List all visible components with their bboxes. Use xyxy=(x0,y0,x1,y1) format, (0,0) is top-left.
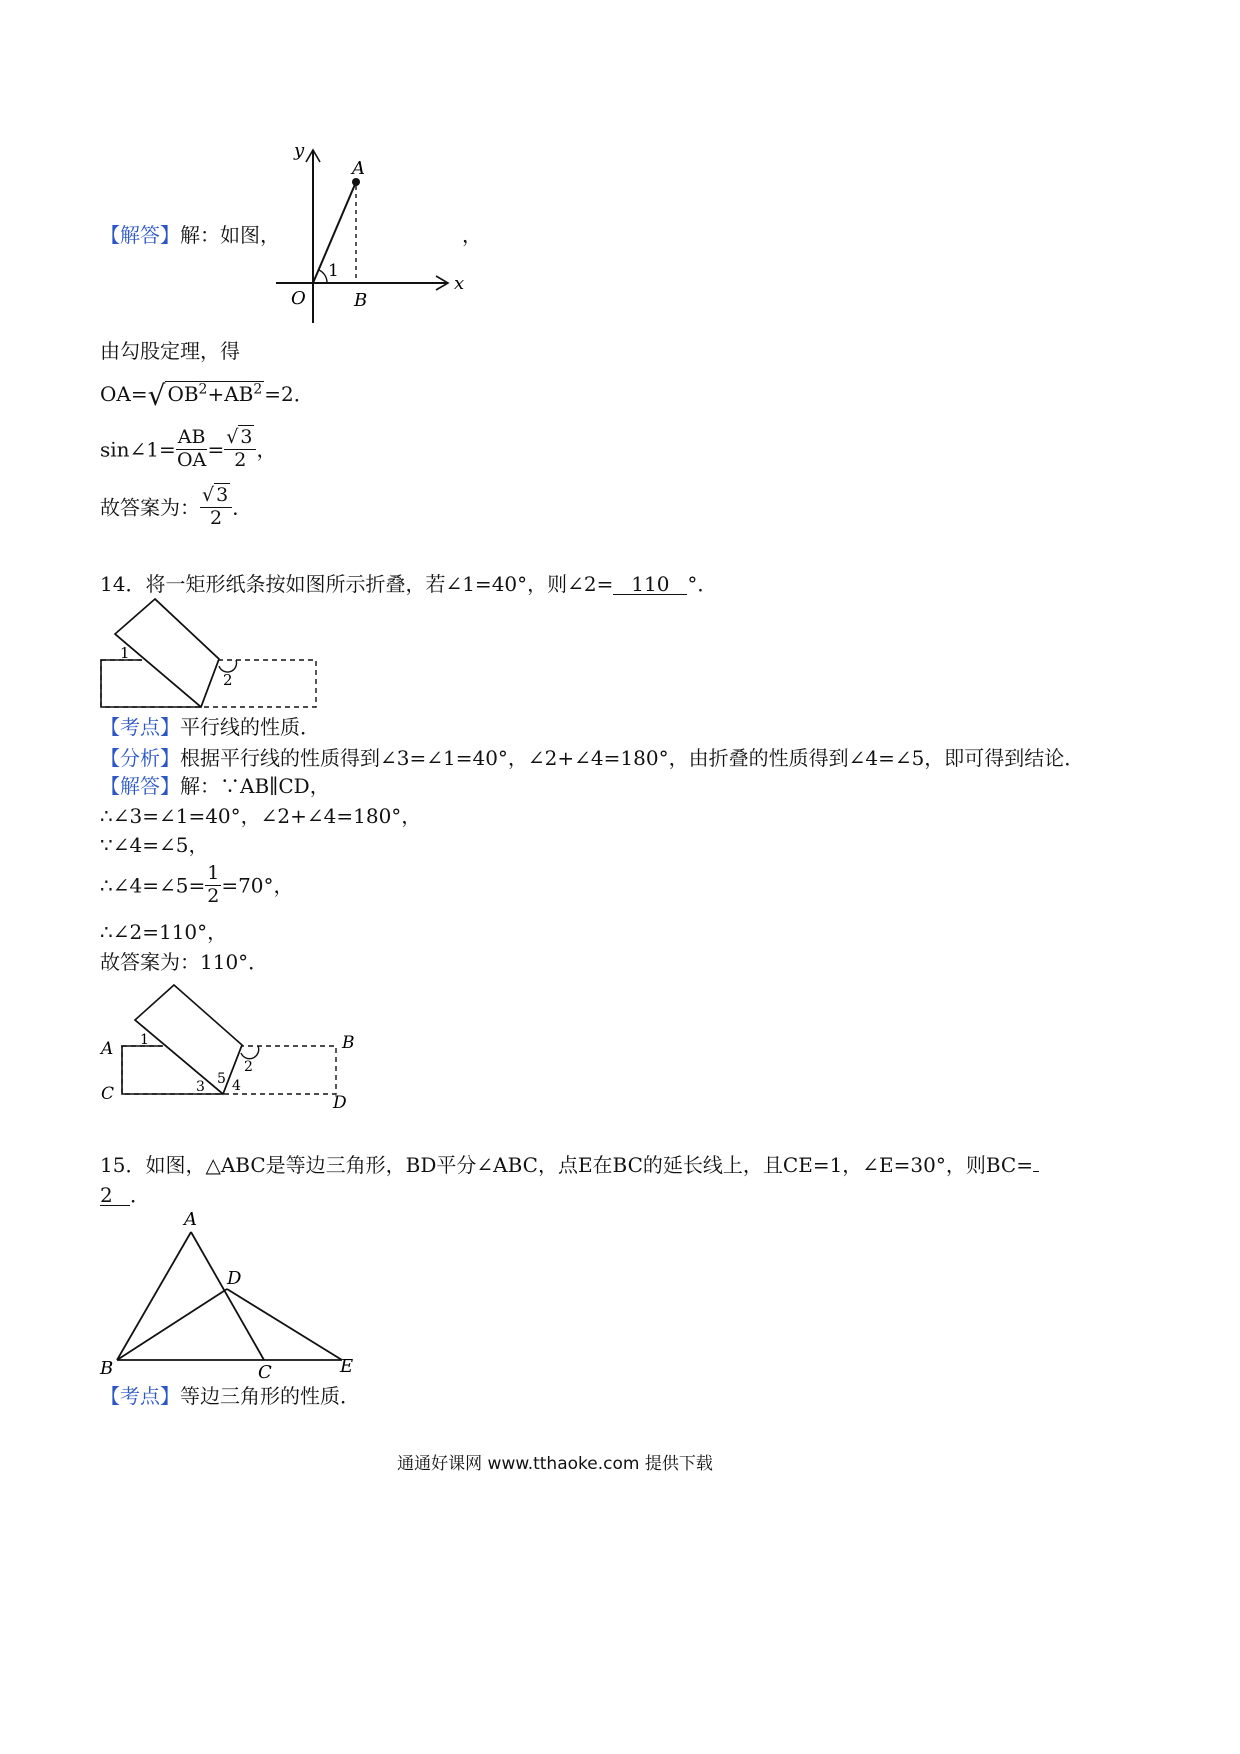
label-1: 1 xyxy=(328,261,339,281)
q15-kaodian xyxy=(100,1386,360,1406)
q14-kaodian xyxy=(100,717,320,737)
q14-final: 故答案为：110°． xyxy=(100,950,269,974)
fig2-label-3: 3 xyxy=(196,1079,205,1095)
fig1-label-2: 2 xyxy=(223,671,233,689)
kaodian-text: 平行线的性质． xyxy=(180,715,320,739)
q14-tail: °． xyxy=(687,572,718,596)
kaodian-tag: 【考点】 xyxy=(100,715,180,739)
label-B: B xyxy=(100,1358,114,1379)
q15-answer: 2 xyxy=(100,1183,113,1207)
q15-tail: ． xyxy=(130,1183,150,1207)
half-num: 1 xyxy=(207,862,220,884)
fig2-label-2: 2 xyxy=(244,1059,253,1075)
fig2-label-B: B xyxy=(342,1033,355,1053)
q14-answer-blank xyxy=(613,574,687,595)
label-B: B xyxy=(354,290,368,311)
final-fraction xyxy=(200,486,232,529)
sqrt-sign: √ xyxy=(147,379,166,412)
q14-answer: 110 xyxy=(631,572,670,596)
q13-final xyxy=(100,486,252,529)
pythag-line: 由勾股定理，得 xyxy=(100,339,240,363)
q15-kaodian-tag: 【考点】 xyxy=(100,1384,180,1408)
q15-answer-line xyxy=(100,1185,150,1206)
fig2-label-C: C xyxy=(101,1084,115,1104)
q14-step3 xyxy=(100,864,294,907)
page-footer: 通通好课网 www.tthaoke.com 提供下载 xyxy=(397,1454,713,1474)
label-A: A xyxy=(184,1209,197,1230)
q14-stem xyxy=(100,574,717,595)
final-suffix: ． xyxy=(232,495,253,520)
label-x: x xyxy=(454,273,465,294)
sqrt3-over-2 xyxy=(224,428,256,471)
sin-lhs: sin∠1= xyxy=(100,437,176,462)
radicand xyxy=(165,381,264,406)
fig2-label-D: D xyxy=(333,1093,347,1112)
q14-step1: ∴∠3=∠1=40°，∠2+∠4=180°， xyxy=(100,804,422,828)
label-C: C xyxy=(258,1362,272,1383)
sin-equation xyxy=(100,428,276,471)
jieda-tag: 【解答】 xyxy=(100,774,180,798)
sin-den: OA xyxy=(176,448,207,471)
comma2: ， xyxy=(256,437,277,462)
q15-figure xyxy=(96,1208,356,1388)
q15-kaodian-text: 等边三角形的性质． xyxy=(180,1384,360,1408)
sqrt3: √ 3 xyxy=(224,428,256,450)
fenxi-text: 根据平行线的性质得到∠3=∠1=40°，∠2+∠4=180°，由折叠的性质得到∠4=∠5，即可得到结论． xyxy=(180,746,1085,770)
q13-coordinate-figure xyxy=(272,138,472,328)
answer-intro: 解：如图， xyxy=(180,223,280,247)
oa-equation xyxy=(100,379,314,412)
eq: = xyxy=(207,437,225,462)
fig2-label-1: 1 xyxy=(140,1032,149,1048)
oa-lhs: OA= xyxy=(100,382,148,406)
ob-term: OB xyxy=(167,382,199,406)
sin-fraction xyxy=(176,428,208,471)
q15-blank-start xyxy=(1033,1171,1039,1172)
sqrt3-radicand: 3 xyxy=(240,426,253,448)
fig2-label-4: 4 xyxy=(232,1078,241,1094)
sin-num: AB xyxy=(177,426,206,448)
label-D: D xyxy=(227,1268,242,1289)
ab-term: +AB xyxy=(207,382,254,406)
half-den: 2 xyxy=(207,884,220,907)
q14-step2: ∵∠4=∠5， xyxy=(100,833,209,857)
den-2: 2 xyxy=(234,448,247,471)
q14-fenxi xyxy=(100,748,1084,768)
q14-step4: ∴∠2=110°， xyxy=(100,920,228,944)
step3-suffix: =70°， xyxy=(221,873,294,898)
final-den: 2 xyxy=(210,506,223,529)
label-y: y xyxy=(294,140,305,161)
q14-jieda xyxy=(100,776,330,796)
fig2-label-A: A xyxy=(101,1039,114,1059)
exp1: 2 xyxy=(198,381,208,398)
label-O: O xyxy=(291,288,306,309)
fig2-label-5: 5 xyxy=(217,1071,226,1087)
label-E: E xyxy=(340,1356,354,1377)
final-sqrt3: √ 3 xyxy=(200,486,232,508)
q15-answer-blank xyxy=(100,1185,130,1206)
half-fraction xyxy=(205,864,221,907)
fenxi-tag: 【分析】 xyxy=(100,746,180,770)
q13-comma: ， xyxy=(462,223,482,247)
final-prefix: 故答案为： xyxy=(100,495,200,520)
q14-stem-text: 14．将一矩形纸条按如图所示折叠，若∠1=40°，则∠2= xyxy=(100,572,614,596)
label-A: A xyxy=(352,158,365,179)
oa-rhs: =2． xyxy=(264,382,314,406)
q15-stem-text: 15．如图，△ABC是等边三角形，BD平分∠ABC，点E在BC的延长线上，且CE=1，∠E=30°，则BC= xyxy=(100,1153,1033,1177)
jieda-text: 解：∵AB∥CD， xyxy=(180,774,330,798)
final-radicand: 3 xyxy=(216,484,229,506)
q14-figure-1 xyxy=(98,596,328,716)
q15-stem xyxy=(100,1155,1039,1175)
fig1-label-1: 1 xyxy=(120,644,130,662)
answer-tag: 【解答】 xyxy=(100,223,180,247)
q13-answer-line xyxy=(100,225,280,245)
step3-prefix: ∴∠4=∠5= xyxy=(100,873,206,898)
exp2: 2 xyxy=(253,381,263,398)
q14-figure-2 xyxy=(96,982,366,1112)
